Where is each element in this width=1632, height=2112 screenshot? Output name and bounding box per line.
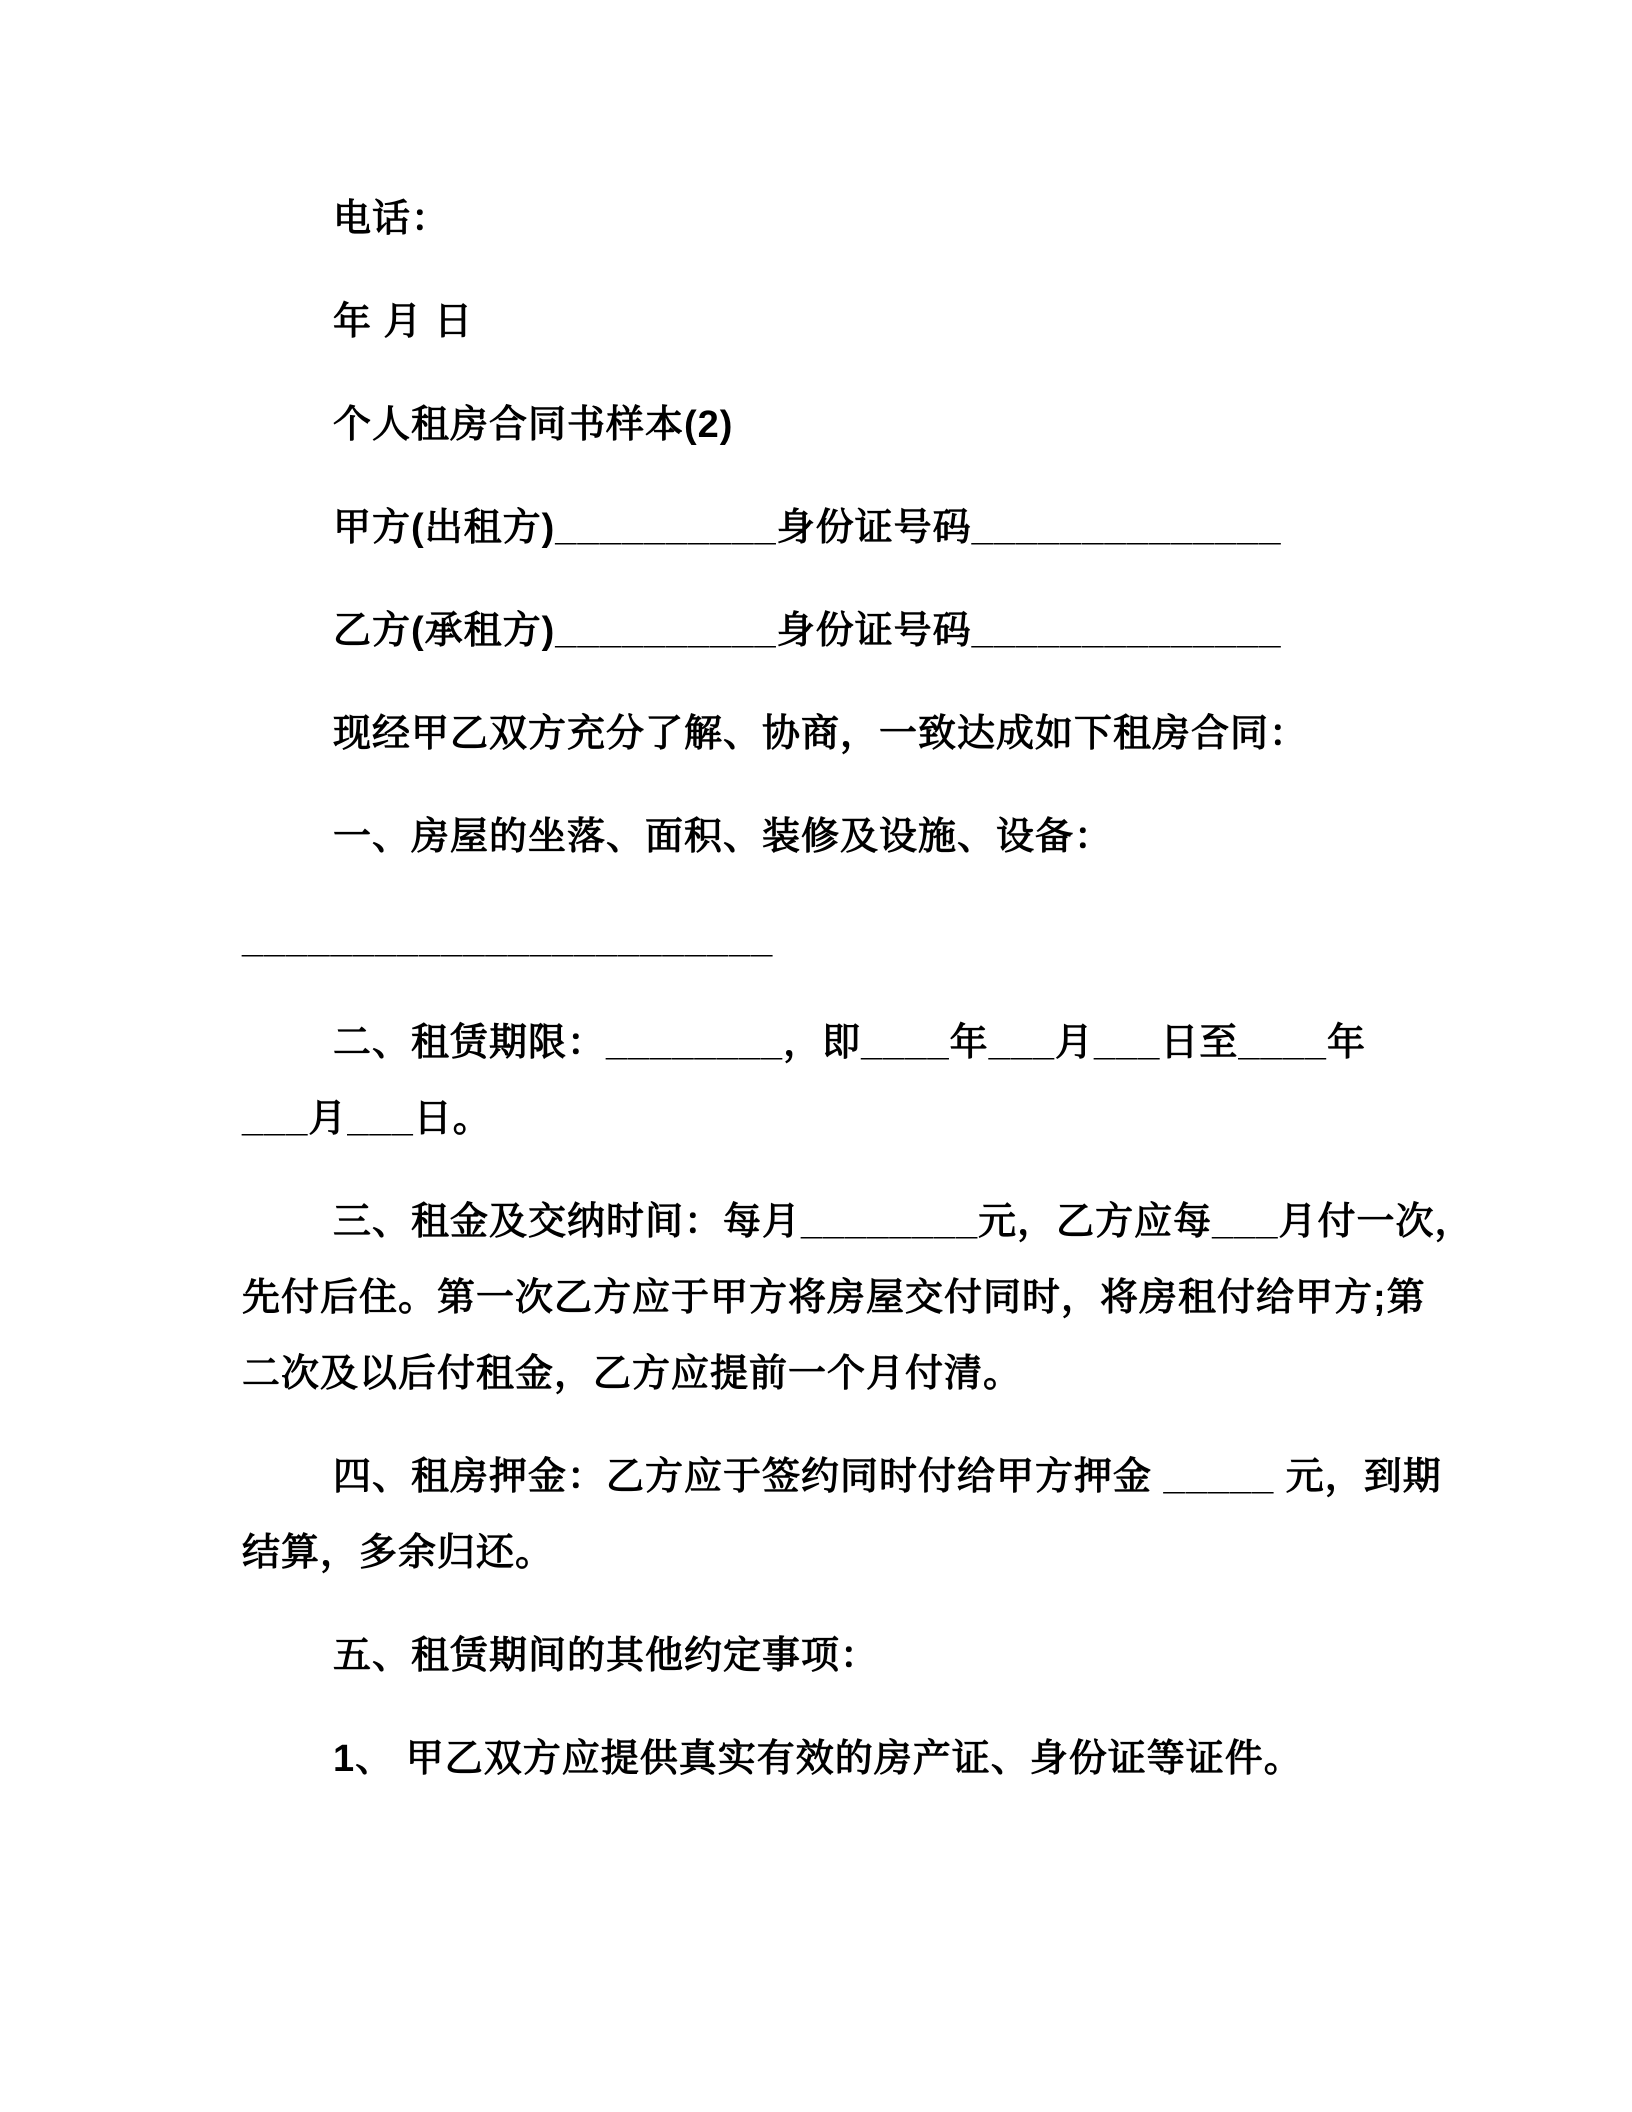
document-line: 现经甲乙双方充分了解、协商，一致达成如下租房合同： xyxy=(333,713,1309,755)
document-line: 个人租房合同书样本(2) xyxy=(333,404,734,446)
document-body xyxy=(242,181,1592,1797)
document-line: 先付后住。第一次乙方应于甲方将房屋交付同时，将房租付给甲方;第 xyxy=(242,1277,1426,1319)
document-line: 五、租赁期间的其他约定事项： xyxy=(333,1635,880,1677)
document-line: 年 月 日 xyxy=(333,301,474,343)
document-line: 二、租赁期限：________，即____年___月___日至____年 xyxy=(333,1022,1366,1064)
document-line: 1、 甲乙双方应提供真实有效的房产证、身份证等证件。 xyxy=(333,1738,1303,1780)
document-line: 四、租房押金：乙方应于签约同时付给甲方押金 _____ 元，到期 xyxy=(333,1456,1442,1498)
document-line: 结算，多余归还。 xyxy=(242,1532,555,1574)
document-line: 乙方(承租方)__________身份证号码______________ xyxy=(333,610,1282,652)
document-line: 甲方(出租方)__________身份证号码______________ xyxy=(333,507,1282,549)
document-line: ___月___日。 xyxy=(242,1098,492,1140)
document-line: ________________________ xyxy=(242,919,774,961)
document-line: 二次及以后付租金，乙方应提前一个月付清。 xyxy=(242,1353,1023,1395)
document-line: 一、房屋的坐落、面积、装修及设施、设备： xyxy=(333,816,1114,858)
document-line: 三、租金及交纳时间：每月________元，乙方应每___月付一次， xyxy=(333,1201,1474,1243)
document-line: 电话： xyxy=(333,198,451,240)
